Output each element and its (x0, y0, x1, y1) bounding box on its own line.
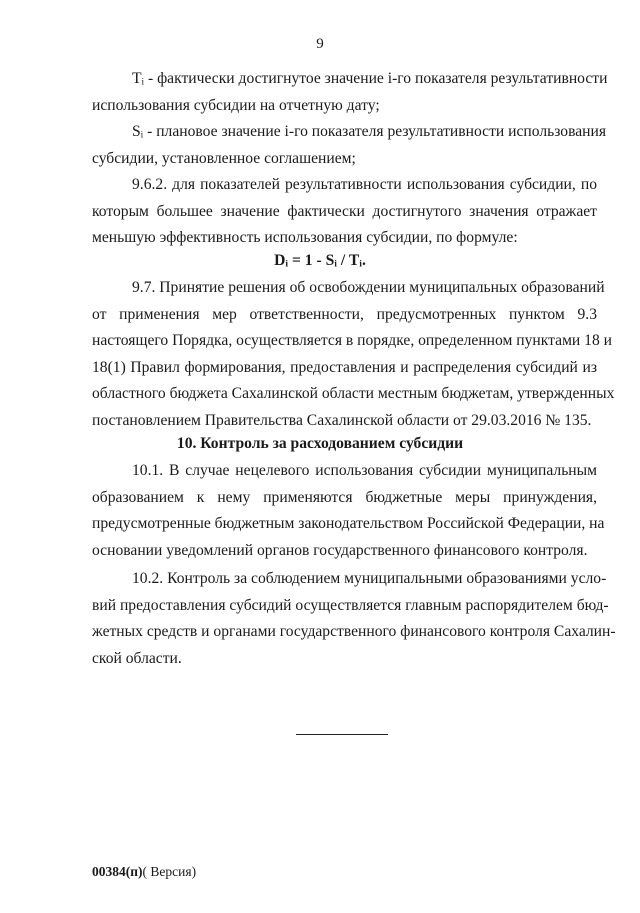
text-line: основании уведомлений органов государственного финансового контроля. (92, 541, 588, 559)
formula: Dᵢ = 1 - Sᵢ / Tᵢ. (274, 252, 366, 269)
paragraph-10-1 (92, 458, 605, 564)
page-number: 9 (316, 36, 324, 52)
text-line: 10.2. Контроль за соблюдением муниципальными образованиями усло- (132, 570, 607, 587)
footer-version: ( Версия) (142, 864, 197, 879)
footer-code: 00384(п) (92, 864, 143, 879)
section-heading: 10. Контроль за расходованием субсидии (176, 435, 464, 452)
text-line: использования субсидии на отчетную дату; (92, 96, 380, 114)
paragraph-9-6-2 (92, 172, 597, 252)
paragraph-si-definition (92, 119, 607, 172)
text-line: которым большее значение фактически достигнутого значения отражает (92, 202, 597, 220)
paragraph-9-7 (92, 275, 615, 434)
text-line: Sᵢ - плановое значение i-го показателя результативности использования (132, 123, 607, 140)
text-line: образованием к нему применяются бюджетные меры принуждения, (92, 488, 597, 506)
separator-rule (296, 734, 388, 735)
text-line: 18(1) Правил формирования, предоставления и распределения субсидий из (92, 358, 597, 376)
text-line: 9.7. Принятие решения об освобождении муниципальных образований (132, 279, 605, 296)
text-line: вий предоставления субсидий осуществляется главным распорядителем бюд- (92, 596, 609, 614)
text-line: субсидии, установленное соглашением; (92, 149, 356, 167)
text-line: от применения мер ответственности, предусмотренных пунктом 9.3 (92, 305, 597, 323)
text-line: предусмотренные бюджетным законодательством Российской Федерации, на (92, 515, 605, 532)
text-line: 10.1. В случае нецелевого использования субсидии муниципальным (132, 462, 597, 479)
text-line: Tᵢ - фактически достигнутое значение i-го показателя результативности (132, 70, 608, 87)
text-line: постановлением Правительства Сахалинской области от 29.03.2016 № 135. (92, 411, 592, 429)
text-line: жетных средств и органами государственного финансового контроля Сахалин- (92, 623, 616, 640)
text-line: ской области. (92, 649, 182, 667)
text-line: областного бюджета Сахалинской области местным бюджетам, утвержденных (92, 385, 615, 402)
text-line: меньшую эффективность использования субсидии, по формуле: (92, 229, 518, 246)
footer-document-code (92, 864, 196, 880)
text-line: настоящего Порядка, осуществляется в порядке, определенном пунктами 18 и (92, 332, 613, 349)
paragraph-10-2 (92, 566, 616, 672)
text-line: 9.6.2. для показателей результативности использования субсидии, по (132, 176, 597, 193)
paragraph-ti-definition (92, 66, 608, 119)
